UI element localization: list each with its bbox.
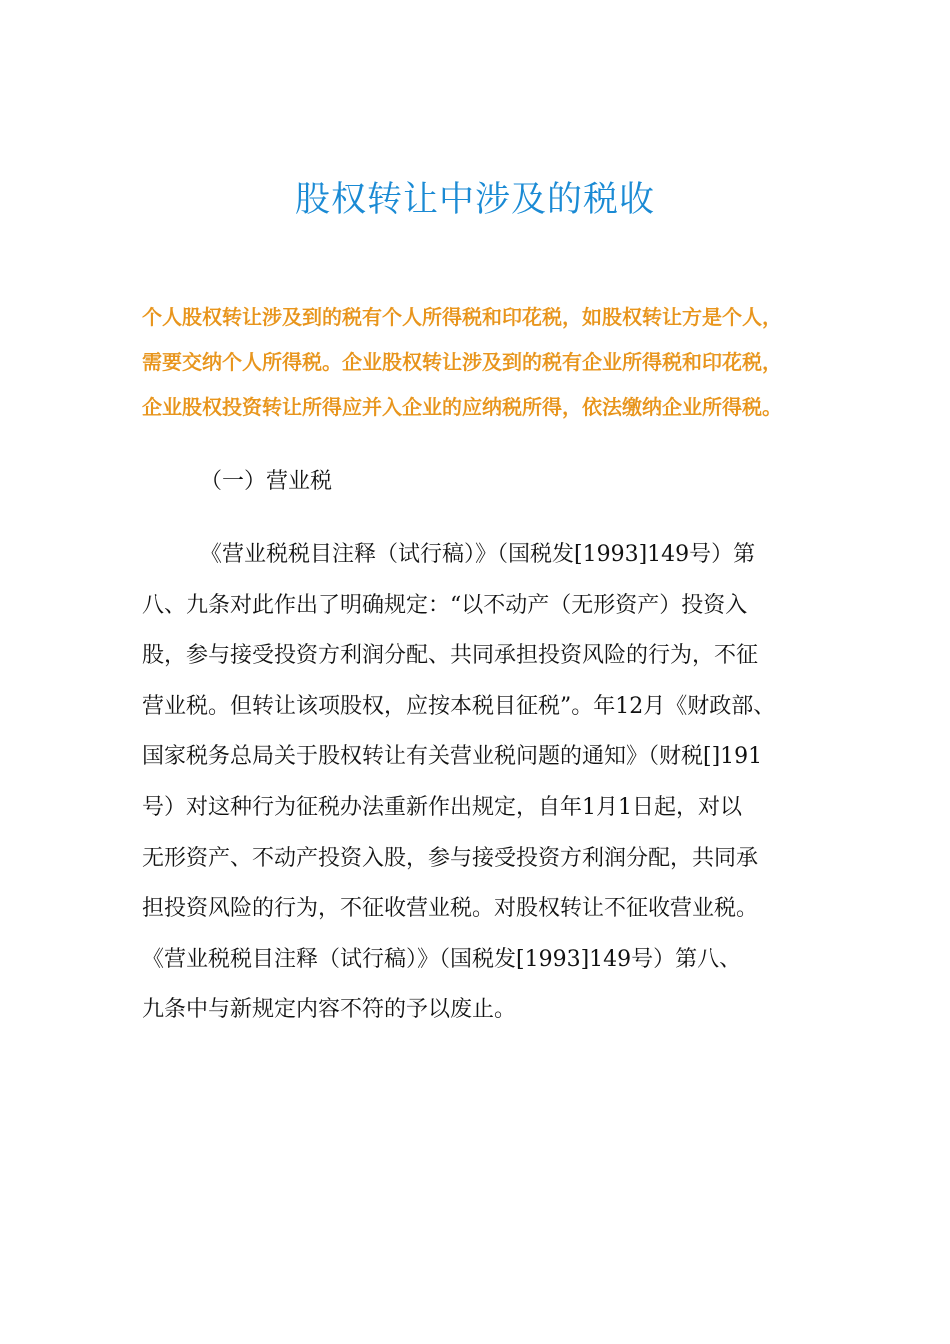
section-heading: （一）营业税: [200, 469, 333, 494]
body-line: 营业税。但转让该项股权，应按本税目征税”。年12月《财政部、: [142, 693, 776, 719]
body-line: 无形资产、不动产投资入股，参与接受投资方利润分配，共同承: [142, 845, 759, 871]
body-paragraph: [142, 530, 842, 1036]
summary-line: 需要交纳个人所得税。企业股权转让涉及到的税有企业所得税和印花税，: [142, 350, 782, 374]
body-line: 国家税务总局关于股权转让有关营业税问题的通知》（财税[]191: [142, 744, 763, 770]
page-title: 股权转让中涉及的税收: [294, 180, 655, 220]
summary-line: 企业股权投资转让所得应并入企业的应纳税所得，依法缴纳企业所得税。: [142, 395, 782, 419]
body-line: 《营业税税目注释（试行稿）》（国税发[1993]149号）第: [200, 542, 756, 567]
body-line: 九条中与新规定内容不符的予以废止。: [142, 997, 517, 1023]
summary-line: 个人股权转让涉及到的税有个人所得税和印花税，如股权转让方是个人，: [142, 305, 782, 329]
body-line: 八、九条对此作出了明确规定：“以不动产（无形资产）投资入: [142, 592, 748, 618]
summary-paragraph: [142, 295, 842, 430]
body-line: 《营业税税目注释（试行稿）》（国税发[1993]149号）第八、: [142, 946, 742, 972]
body-line: 担投资风险的行为，不征收营业税。对股权转让不征收营业税。: [142, 896, 759, 922]
body-line: 号）对这种行为征税办法重新作出规定，自年1月1日起，对以: [142, 794, 742, 820]
body-line: 股，参与接受投资方利润分配、共同承担投资风险的行为，不征: [142, 643, 759, 669]
